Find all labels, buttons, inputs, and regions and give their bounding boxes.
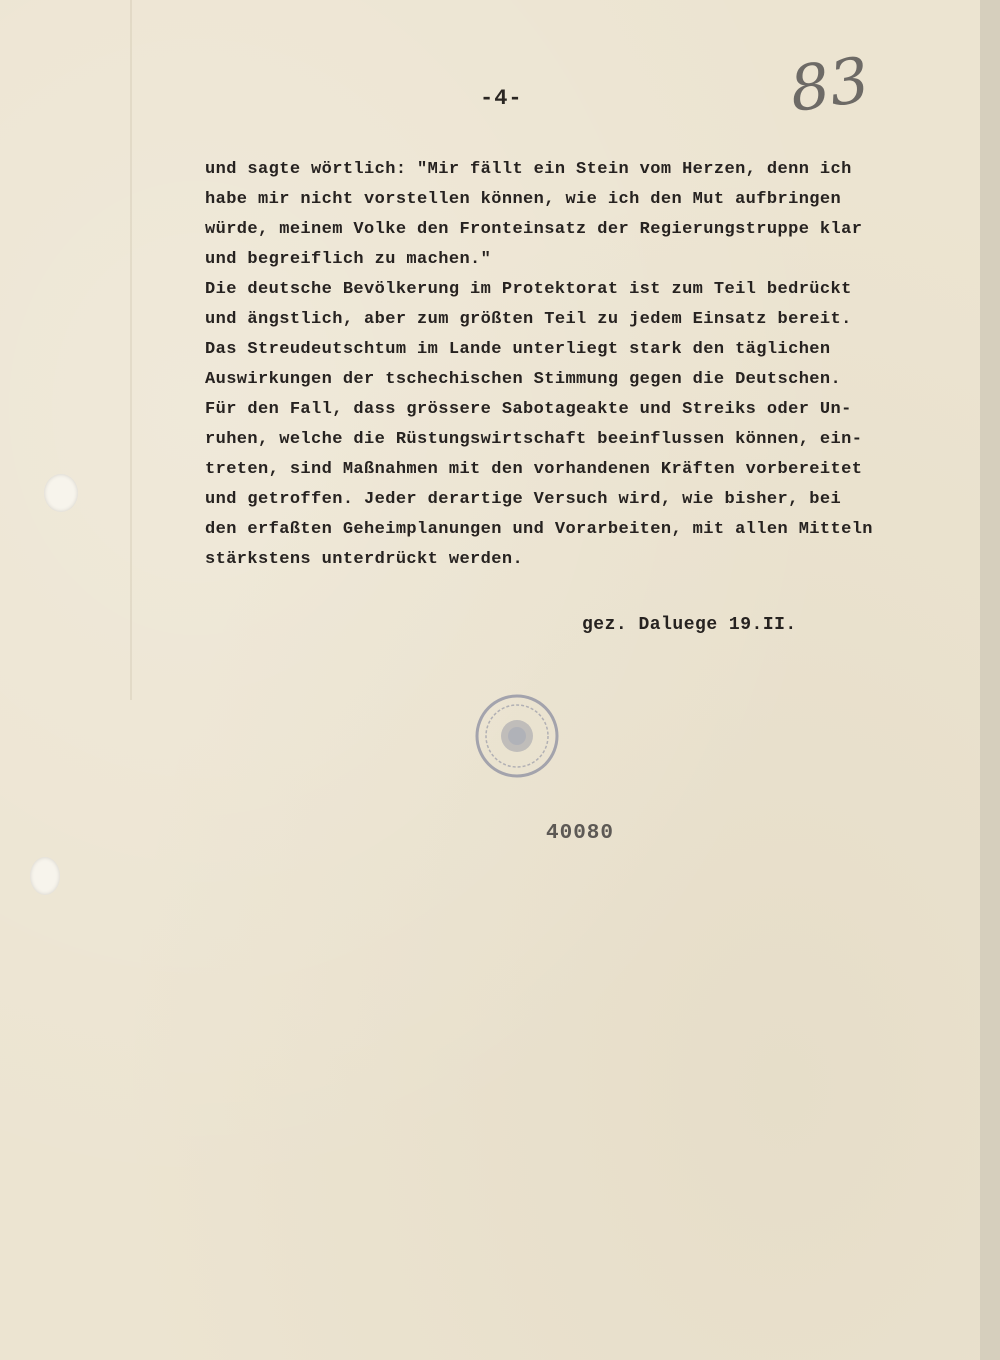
text-line: Die deutsche Bevölkerung im Protektorat ist zum Teil bedrückt xyxy=(205,280,852,299)
text-line: ruhen, welche die Rüstungswirtschaft beeinflussen können, ein- xyxy=(205,430,863,449)
document-number: 40080 xyxy=(546,822,615,845)
text-line: Das Streudeutschtum im Lande unterliegt stark den täglichen xyxy=(205,340,831,359)
archive-stamp-icon xyxy=(472,693,562,779)
page-edge xyxy=(980,0,1000,1360)
text-line: treten, sind Maßnahmen mit den vorhandenen Kräften vorbereitet xyxy=(205,460,863,479)
text-line: würde, meinem Volke den Fronteinsatz der Regierungstruppe klar xyxy=(205,220,863,239)
text-line: und ängstlich, aber zum größten Teil zu jedem Einsatz bereit. xyxy=(205,310,852,329)
signature-line: gez. Daluege 19.II. xyxy=(582,615,797,635)
paper-fold xyxy=(130,0,132,700)
text-line: habe mir nicht vorstellen können, wie ich den Mut aufbringen xyxy=(205,190,842,209)
text-line: Für den Fall, dass grössere Sabotageakte und Streiks oder Un- xyxy=(205,400,852,419)
text-line: und sagte wörtlich: "Mir fällt ein Stein vom Herzen, denn ich xyxy=(205,160,852,179)
page-number: -4- xyxy=(480,86,523,111)
text-line: den erfaßten Geheimplanungen und Vorarbeiten, mit allen Mitteln xyxy=(205,520,873,539)
typed-body-text xyxy=(205,155,980,575)
punch-hole xyxy=(30,857,60,895)
handwritten-folio-number: 83 xyxy=(785,42,874,127)
punch-hole xyxy=(44,474,78,512)
text-line: und begreiflich zu machen." xyxy=(205,250,492,269)
text-line: stärkstens unterdrückt werden. xyxy=(205,550,524,569)
text-line: und getroffen. Jeder derartige Versuch wird, wie bisher, bei xyxy=(205,490,842,509)
text-line: Auswirkungen der tschechischen Stimmung gegen die Deutschen. xyxy=(205,370,842,389)
